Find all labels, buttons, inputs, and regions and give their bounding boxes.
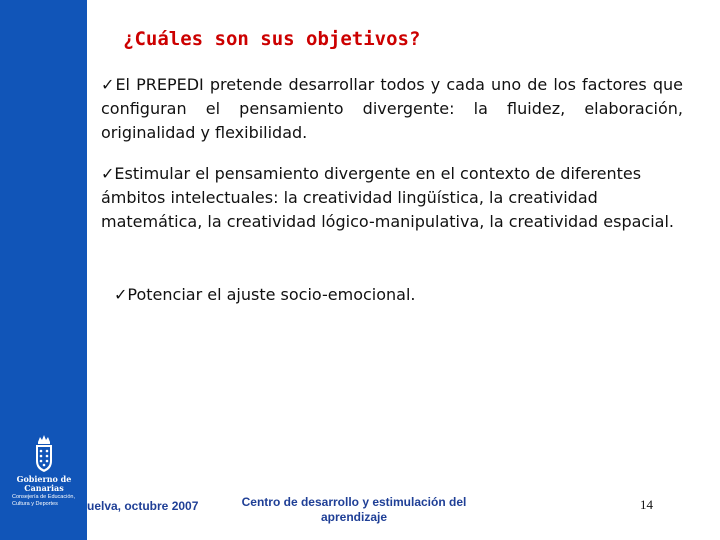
logo-title: Gobierno de Canarias: [16, 474, 72, 493]
footer-center-text: Centro de desarrollo y estimulación del aprendizaje: [241, 495, 467, 524]
objective-item: [101, 73, 683, 145]
objective-item: [101, 162, 683, 234]
objective-text: Potenciar el ajuste socio-emocional.: [127, 285, 416, 304]
objective-text: Estimular el pensamiento divergente en el contexto de diferentes ámbitos intelectuales: la creatividad lingüística, la creatividad matemática, la creatividad lógico-manipulativa, la creatividad espacial.: [101, 164, 674, 231]
logo-subtitle: Consejería de Educación, Cultura y Deportes: [12, 494, 75, 507]
check-icon: ✓: [101, 164, 115, 183]
check-icon: ✓: [114, 285, 128, 304]
objective-text: El PREPEDI pretende desarrollar todos y cada uno de los factores que configuran el pensamiento divergente: la fluidez, elaboración, originalidad y flexibilidad.: [101, 75, 683, 142]
page-number: 14: [640, 497, 653, 512]
footer-date: uelva, octubre 2007: [87, 499, 199, 513]
objective-item: [114, 283, 674, 307]
check-icon: ✓: [101, 75, 116, 94]
government-logo: [8, 434, 80, 507]
sidebar-band: [0, 0, 87, 540]
coat-of-arms-icon: [33, 434, 55, 474]
slide-title: ¿Cuáles son sus objetivos?: [123, 28, 421, 50]
